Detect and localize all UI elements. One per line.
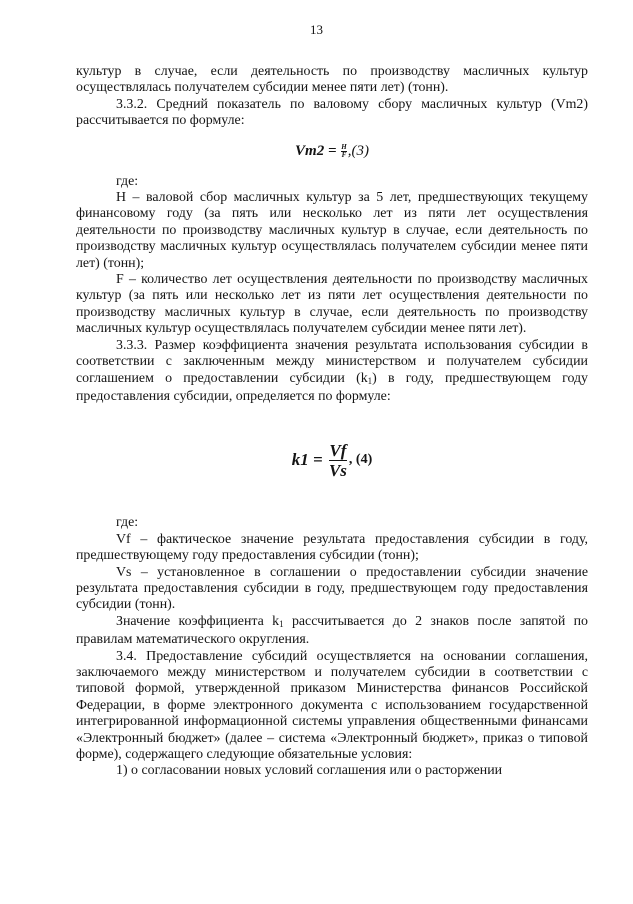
paragraph-3-3-3-part-b: ) в году, предшествующем году предоставления субсидии, определяется по формуле: [76,370,589,404]
formula-3-lhs: Vm2 [295,143,325,160]
document-body [76,64,588,780]
formula-4-eq: = [308,450,327,470]
definition-f: F – количество лет осуществления деятельности по производству масличных культур (за пять или несколько лет из пяти лет осуществления деятельности по производству масличных культур в случае, если деятельность по производству масличных культур осуществлялась получателем субсидии менее пяти лет). [76,272,588,337]
paragraph-continuation: культур в случае, если деятельность по производству масличных культур осуществлялась получателем субсидии менее пяти лет) (тонн). [76,64,588,96]
where-label-1: где: [116,173,139,189]
page-number: 13 [310,22,323,37]
definition-vs: Vs – установленное в соглашении о предоставлении субсидии значение результата предоставления субсидии в году, предшествующем году предоставления субсидии (тонн). [76,564,588,613]
definition-h: H – валовой сбор масличных культур за 5 лет, предшествующих текущему финансовому году (за пять или несколько лет из пяти лет осуществления деятельности по производству масличных культур в случае, если деятельность по производству масличных культур осуществлялась получателем субсидии менее пяти лет) (тонн); [76,190,588,271]
formula-3-fraction [341,144,346,159]
subscript-1: 1 [367,375,373,386]
definition-vf: Vf – фактическое значение результата предоставления субсидии в году, предшествующему году предоставления субсидии (тонн); [76,531,588,564]
formula-4 [76,405,588,515]
formula-4-fraction [329,441,347,480]
paragraph-3-4: 3.4. Предоставление субсидий осуществляется на основании соглашения, заключаемого между министерством и получателем субсидии в соответствии с типовой формой, утвержденной приказом Министерства финансов Российской Федерации, в форме электронного документа с использованием государственной интегрированной информационной системы управления общественными финансами «Электронный бюджет» (далее – система «Электронный бюджет», приказ о типовой форме), содержащего следующие обязательные условия: [76,648,588,762]
formula-4-lhs: k1 [291,450,309,470]
formula-3-numerator: H [341,143,347,152]
formula-3-number: ,(3) [347,143,369,160]
formula-4-number: , (4) [348,452,373,468]
rounding-rule [76,614,588,649]
formula-4-numerator: Vf [329,440,347,460]
where-label-2: где: [116,515,139,531]
paragraph-3-3-2: 3.3.2. Средний показатель по валовому сбору масличных культур (Vm2) рассчитывается по формуле: [76,96,588,129]
list-item-1: 1) о согласовании новых условий соглашения или о расторжении [116,763,503,779]
formula-3-eq: = [324,143,341,160]
formula-4-denominator: Vs [328,460,347,480]
subscript-1: 1 [279,618,284,629]
formula-3 [76,130,588,174]
paragraph-3-3-3-part-a: 3.3.3. Размер коэффициента значения результата использования субсидии в соответствии с заключенным между министерством и получателем субсидии соглашением о предоставлении субсидии (k [76,337,588,386]
formula-3-denominator: F [341,151,347,160]
rounding-rule-part-b: рассчитывается до 2 знаков после запятой по правилам математического округления. [76,613,589,648]
paragraph-3-3-3 [76,338,588,406]
rounding-rule-part-a: Значение коэффициента k [116,613,280,629]
